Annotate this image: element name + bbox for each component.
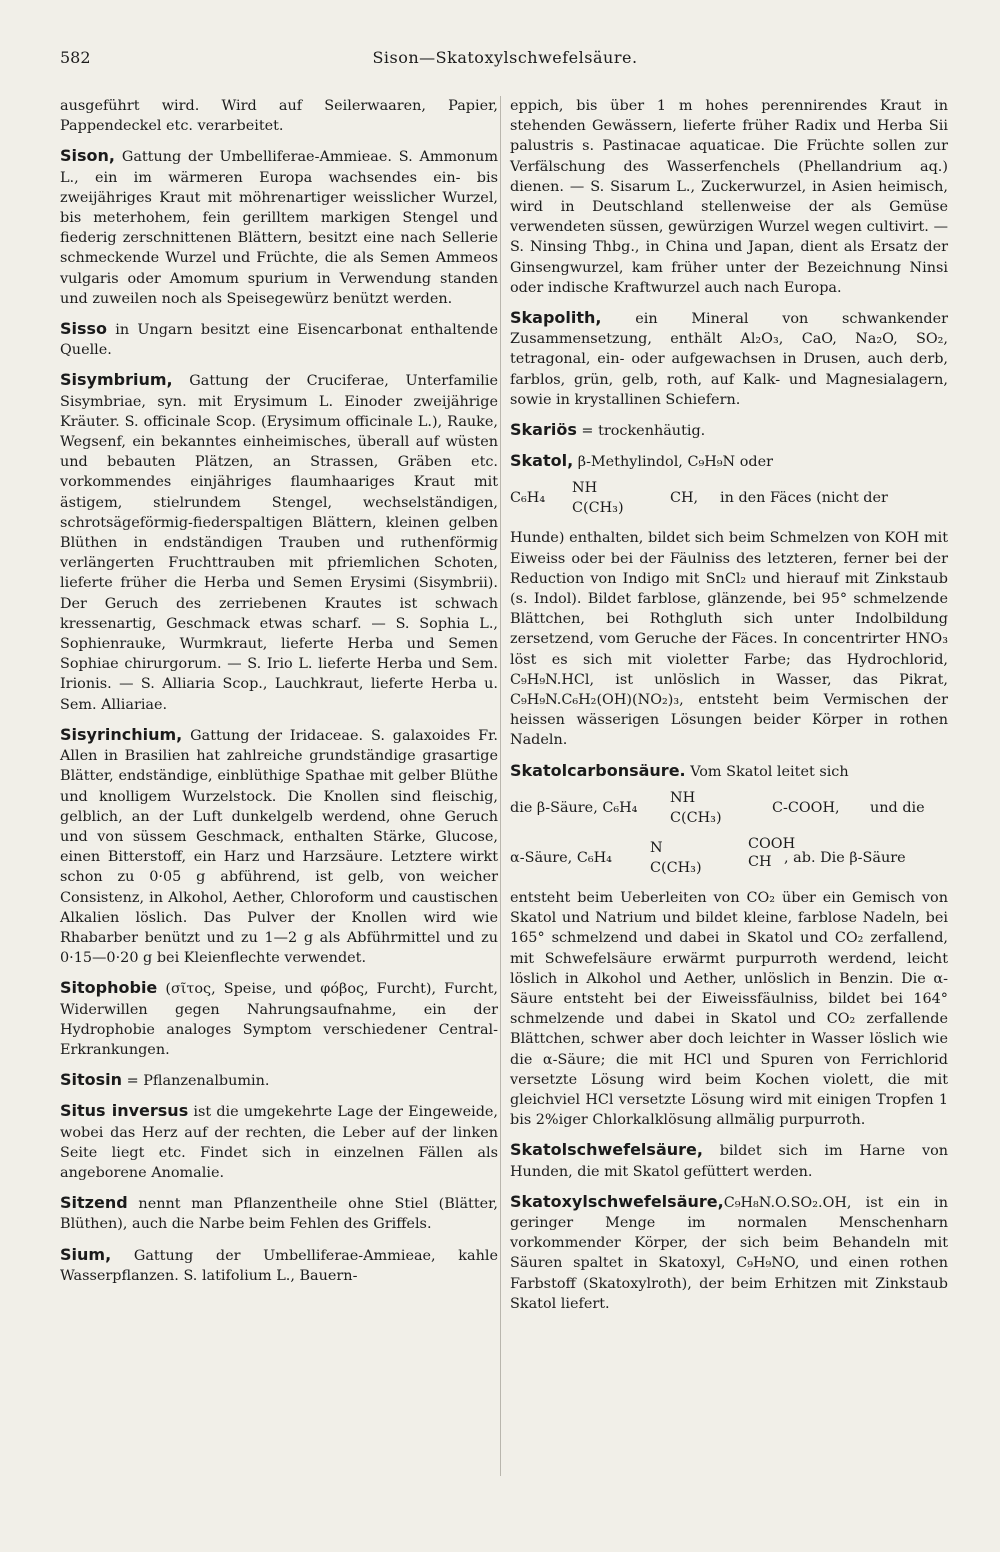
running-head: Sison—Skatoxylschwefelsäure. <box>372 48 638 67</box>
entry-skatolschwefelsaeure: Skatolschwefelsäure, bildet sich im Harne von Hunden, die mit Skatol gefüttert werden. <box>510 1140 948 1180</box>
entry-sisso: Sisso in Ungarn besitzt eine Eisencarbonat enthaltende Quelle. <box>60 319 498 359</box>
page-header <box>60 48 950 76</box>
entry-skarioes: Skariös = trockenhäutig. <box>510 420 706 440</box>
entry-continuation: ausgeführt wird. Wird auf Seilerwaaren, Papier, Pappendeckel etc. verarbeitet. <box>60 98 498 135</box>
entry-sisyrinchium: Sisyrinchium, Gattung der Iridaceae. S. galaxoides Fr. Allen in Brasilien hat zahlreiche grundständige grasartige Blätter, endständige, einblüthige Spathae mit gelber Blüthe und knolligem Wurzelstock. Die Knollen sind fleischig, gelblich, an der Luft dunkelgelb werdend, ohne Geruch und von süssem Geschmack, enthalten Stärke, Glucose, einen Bitterstoff, ein Harz und Harzsäure. Letztere wirkt schon zu 0·05 g abführend, ist gelb, von weicher Consistenz, in Alkohol, Aether, Chloroform und caustischen Alkalien löslich. Das Pulver der Knollen wird wie Rhabarber benützt und zu 1—2 g als Abführmittel und zu 0·15—0·20 g bei Kleienflechte verwendet. <box>60 724 498 967</box>
entry-sison: Sison, Gattung der Umbelliferae-Ammieae. S. Ammonum L., ein im wärmeren Europa wachsendes ein- bis zweijähriges Kraut mit möhrenartiger weisslicher Wurzel, bis meterhohem, fein gerilltem markigen Stengel und fiederig zerschnittenen Blättern, besitzt eine nach Sellerie schmeckende Wurzel und Früchte, die als Semen Ammeos vulgaris oder Amomum spurium in Verwendung standen und zuweilen noch als Speisegewürz benützt werden. <box>60 146 498 307</box>
entry-sisymbrium: Sisymbrium, Gattung der Cruciferae, Unterfamilie Sisymbriae, syn. mit Erysimum L. Einoder zweijährige Kräuter. S. officinale Scop. (Erysimum officinale L.), Rauke, Wegsenf, ein bekanntes einheimisches, überall auf wüsten und bebauten Plätzen, an Strassen, Gräben etc. vorkommendes einjähriges flaumhaariges Kraut mit ästigem, stielrundem Stengel, wechselständigen, schrotsägeförmig-fiederspaltigen Blättern, kleinen gelben Blüthen in endständigen Trauben und ruthenförmig verlängerten Fruchttrauben mit pfriemlichen Schoten, lieferte früher die Herba und Semen Erysimi (Sisymbrii). Der Geruch des zerriebenen Krautes ist schwach kressenartig, Geschmack etwas scharf. — S. Sophia L., Sophienrauke, Wurmkraut, lieferte Herba und Semen Sophiae chirurgorum. — S. Irio L. lieferte Herba und Sem. Irionis. — S. Alliaria Scop., Lauchkraut, lieferte Herba u. Sem. Alliariae. <box>60 370 498 713</box>
entry-skatol: Skatol, β-Methylindol, C₉H₉N oder <box>510 451 773 471</box>
entry-skatolcarbonsaeure-body: entsteht beim Ueberleiten von CO₂ über ein Gemisch von Skatol und Natrium und bildet kleine, farblose Nadeln, bei 165° schmelzend und dabei in Skatol und CO₂ zerfallend, mit Schwefelsäure erwärmt purpurroth werdend, leicht löslich in Alkohol und Aether, unlöslich in Benzin. Die α-Säure entsteht bei der Eiweissfäulniss, bildet bei 164° schmelzende und dabei in Skatol und CO₂ zerfallende Blättchen, schwer aber doch leichter in Wasser löslich wie die α-Säure; die mit HCl und Spuren von Ferrichlorid versetzte Lösung wird beim Kochen violett, die mit gleichviel HCl versetzte Lösung wird mit einigen Tropfen 1 bis 2%iger Chlorkalklösung allmälig purpurroth. <box>510 889 948 1129</box>
column-divider <box>500 96 501 1476</box>
entry-sitosin: Sitosin = Pflanzenalbumin. <box>60 1070 270 1090</box>
entry-skatoxylschwefelsaeure: Skatoxylschwefelsäure,C₉H₈N.O.SO₂.OH, ist ein in geringer Menge im normalen Menschenharn vorkommender Körper, der sich beim Behandeln mit Säuren spaltet in Skatoxyl, C₉H₉NO, und einen rothen Farbstoff (Skatoxylroth), der beim Erhitzen mit Zinkstaub Skatol liefert. <box>510 1191 948 1312</box>
entry-sitophobie: Sitophobie (σῖτος, Speise, und φόβος, Furcht), Furcht, Widerwillen gegen Nahrungsaufnahme, ein der Hydrophobie analoges Symptom verschiedener Central-Erkrankungen. <box>60 978 498 1058</box>
entry-sium-continued: eppich, bis über 1 m hohes perennirendes Kraut in stehenden Gewässern, lieferte früher Radix und Herba Sii palustris s. Pastinacae aquaticae. Die Früchte sollen zur Verfälschung des Wasserfenchels (Phellandrium aq.) dienen. — S. Sisarum L., Zuckerwurzel, in Asien heimisch, wird in Deutschland stellenweise der als Gemüse verwendeten süssen, gewürzigen Wurzel wegen cultivirt. — S. Ninsing Thbg., in China und Japan, dient als Ersatz der Ginsengwurzel, kam früher unter der Bezeichnung Ninsi oder indische Kraftwurzel auch nach Europa. <box>510 98 948 296</box>
skatol-formula: C₆H₄ NH C(CH₃) CH, in den Fäces (nicht der <box>510 480 888 517</box>
right-column <box>510 96 948 1324</box>
alpha-acid-formula: α-Säure, C₆H₄ N C(CH₃) COOH CH , ab. Die β-Säure <box>510 835 906 876</box>
entry-skatol-body: Hunde) enthalten, bildet sich beim Schmelzen von KOH mit Eiweiss oder bei der Fäulniss des letzteren, ferner bei der Reduction von Indigo mit SnCl₂ und hierauf mit Zinkstaub (s. Indol). Bildet farblose, glänzende, bei 95° schmelzende Blättchen, bei Rothgluth sich unter Indolbildung zersetzend, vom Geruche der Fäces. In concentrirter HNO₃ löst es sich mit violetter Farbe; das Hydrochlorid, C₉H₉N.HCl, ist unlöslich in Wasser, das Pikrat, C₉H₉N.C₆H₂(OH)(NO₂)₃, entsteht beim Vermischen der heissen wässerigen Lösungen beider Körper in rothen Nadeln. <box>510 530 948 749</box>
page-number: 582 <box>60 48 91 67</box>
beta-acid-formula: die β-Säure, C₆H₄ NH C(CH₃) C-COOH, und die <box>510 789 925 826</box>
left-column <box>60 96 498 1296</box>
entry-skapolith: Skapolith, ein Mineral von schwankender Zusammensetzung, enthält Al₂O₃, CaO, Na₂O, SO₂, tetragonal, ein- oder aufgewachsen in Drusen, auch derb, farblos, grün, gelb, roth, auf Kalk- und Magnesialagern, sowie in krystallinen Schiefern. <box>510 308 948 408</box>
entry-sium: Sium, Gattung der Umbelliferae-Ammieae, kahle Wasserpflanzen. S. latifolium L., Bauern- <box>60 1244 498 1284</box>
entry-situs-inversus: Situs inversus ist die umgekehrte Lage der Eingeweide, wobei das Herz auf der rechten, die Leber auf der linken Seite liegt etc. Findet sich in einzelnen Fällen als angeborene Anomalie. <box>60 1101 499 1181</box>
entry-skatolcarbonsaeure: Skatolcarbonsäure. Vom Skatol leitet sich <box>510 760 849 780</box>
entry-sitzend: Sitzend nennt man Pflanzentheile ohne Stiel (Blätter, Blüthen), auch die Narbe beim Fehlen des Griffels. <box>60 1193 498 1233</box>
